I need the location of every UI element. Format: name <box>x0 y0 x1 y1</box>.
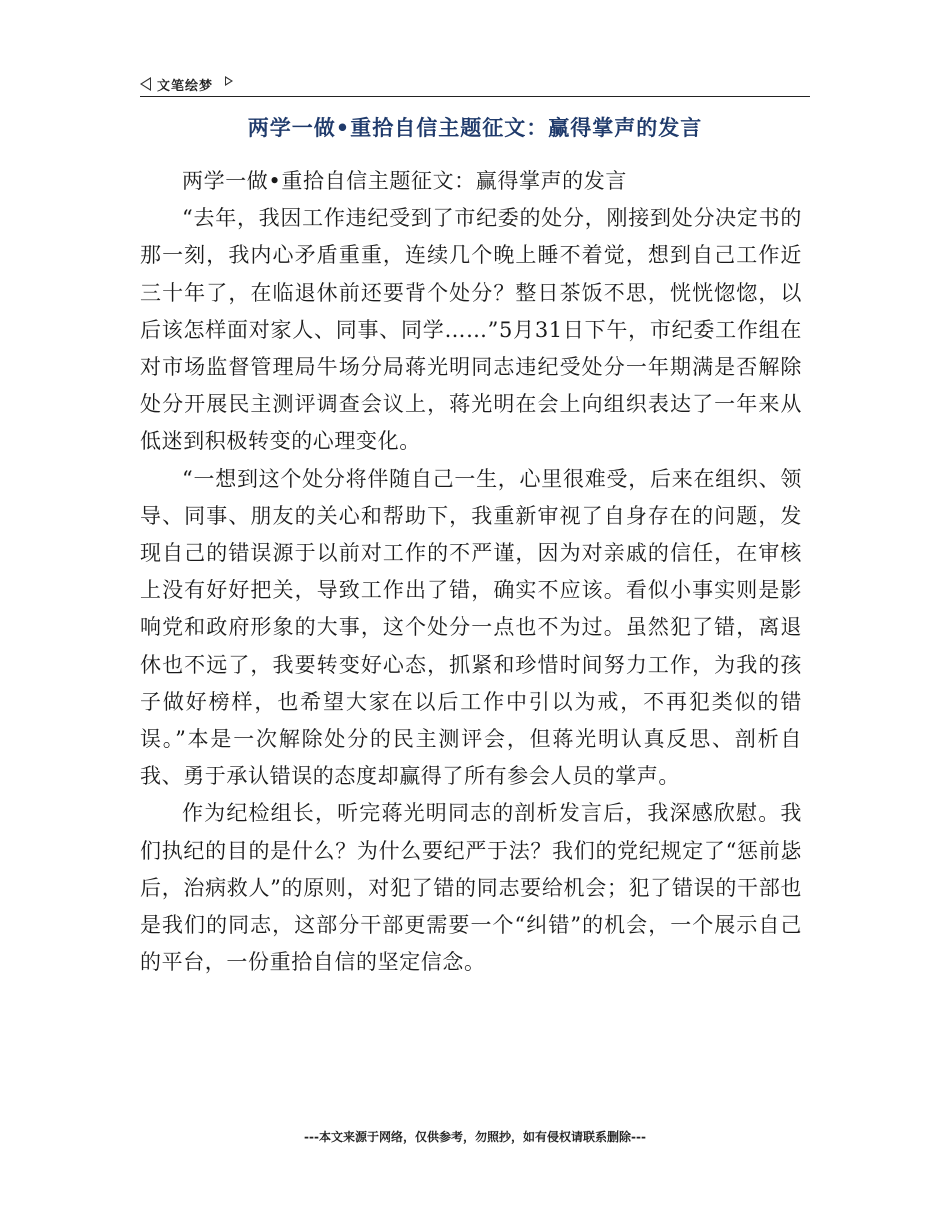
page-footer: ---本文来源于网络，仅供参考，勿照抄，如有侵权请联系删除--- <box>304 1130 646 1144</box>
paragraph: “去年，我因工作违纪受到了市纪委的处分，刚接到处分决定书的那一刻，我内心矛盾重重，连续几个晚上睡不着觉，想到自己工作近三十年了，在临退休前还要背个处分？整日茶饭不思，恍恍惚惚，以后该怎样面对家人、同事、同学……”5月31日下午，市纪委工作组在对市场监督管理局牛场分局蒋光明同志违纪受处分一年期满是否解除处分开展民主测评调查会议上，蒋光明在会上向组织表达了一年来从低迷到积极转变的心理变化。 <box>140 206 802 454</box>
document-body <box>140 163 802 981</box>
document-title: 两学一做•重拾自信主题征文：赢得掌声的发言 <box>247 116 703 140</box>
paragraph: 两学一做•重拾自信主题征文：赢得掌声的发言 <box>182 169 627 193</box>
paragraph: 作为纪检组长，听完蒋光明同志的剖析发言后，我深感欣慰。我们执纪的目的是什么？为什么要纪严于法？我们的党纪规定了“惩前毖后，治病救人”的原则，对犯了错的同志要给机会；犯了错误的干部也是我们的同志，这部分干部更需要一个“纠错”的机会，一个展示自己的平台，一份重拾自信的坚定信念。 <box>140 801 802 975</box>
triangle-left-icon <box>140 77 151 91</box>
triangle-right-icon <box>225 76 233 86</box>
paragraph: “一想到这个处分将伴随自己一生，心里很难受，后来在组织、领导、同事、朋友的关心和帮助下，我重新审视了自身存在的问题，发现自己的错误源于以前对工作的不严谨，因为对亲戚的信任，在审核上没有好好把关，导致工作出了错，确实不应该。看似小事实则是影响党和政府形象的大事，这个处分一点也不为过。虽然犯了错，离退休也不远了，我要转变好心态，抓紧和珍惜时间努力工作，为我的孩子做好榜样，也希望大家在以后工作中引以为戒，不再犯类似的错误。”本是一次解除处分的民主测评会，但蒋光明认真反思、剖析自我、勇于承认错误的态度却赢得了所有参会人员的掌声。 <box>140 466 802 789</box>
header-brand: 文笔绘梦 <box>157 78 214 94</box>
page-header <box>140 72 810 97</box>
